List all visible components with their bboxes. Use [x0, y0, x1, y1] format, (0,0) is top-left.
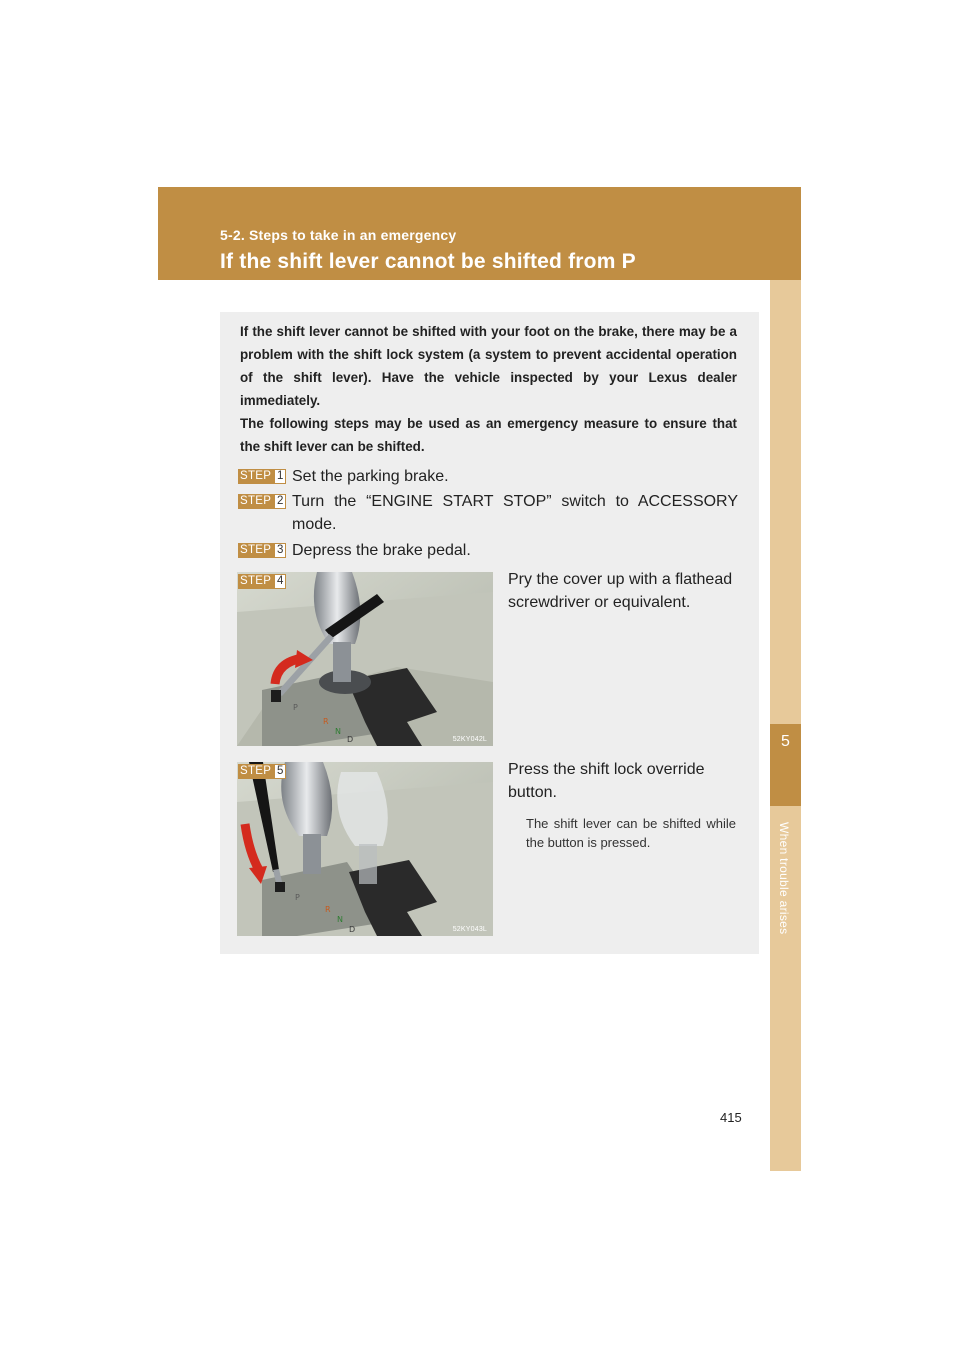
- svg-text:D: D: [349, 925, 356, 934]
- step-4-text: Pry the cover up with a flathead screwdriver or equivalent.: [508, 571, 733, 611]
- step-badge-number: 4: [274, 574, 286, 589]
- step-badge-number: 2: [274, 494, 286, 509]
- intro-text: [240, 320, 737, 458]
- svg-text:R: R: [325, 905, 331, 914]
- svg-text:N: N: [335, 727, 341, 736]
- step-5-badge: [238, 764, 286, 779]
- step-3-badge: [238, 543, 286, 558]
- shift-lock-override-illustration: [237, 762, 493, 936]
- step-2-text: Turn the “ENGINE START STOP” switch to ACCESSORY mode.: [292, 493, 738, 533]
- step-1-text: Set the parking brake.: [292, 468, 449, 485]
- chapter-name: When trouble arises: [777, 822, 791, 935]
- step-4-badge: [238, 574, 286, 589]
- step-badge-number: 5: [274, 764, 286, 779]
- figure-code: 52KY042L: [452, 736, 487, 743]
- step-1-badge: [238, 469, 286, 484]
- step-badge-word: STEP: [238, 764, 274, 779]
- svg-text:D: D: [347, 735, 354, 744]
- intro-paragraph: The following steps may be used as an emergency measure to ensure that the shift lever can be shifted.: [240, 416, 737, 454]
- chapter-number: 5: [781, 733, 790, 750]
- intro-paragraph: If the shift lever cannot be shifted with your foot on the brake, there may be a problem with the shift lock system (a system to prevent accidental operation of the shift lever). Have the vehicle inspected by your Lexus dealer immediately.: [240, 324, 737, 408]
- svg-text:N: N: [337, 915, 343, 924]
- svg-text:P: P: [295, 893, 300, 902]
- step-2-badge: [238, 494, 286, 509]
- svg-text:R: R: [323, 717, 329, 726]
- svg-text:P: P: [293, 703, 298, 712]
- step-badge-word: STEP: [238, 574, 274, 589]
- section-label: 5-2. Steps to take in an emergency: [220, 227, 457, 243]
- step-badge-number: 1: [274, 469, 286, 484]
- step-5-note: The shift lever can be shifted while the button is pressed.: [526, 816, 736, 850]
- shift-lever-cover-illustration: [237, 572, 493, 746]
- step-5-illustration: [237, 762, 493, 936]
- step-3-text: Depress the brake pedal.: [292, 542, 471, 559]
- figure-code: 52KY043L: [452, 926, 487, 933]
- step-4-illustration: [237, 572, 493, 746]
- step-badge-number: 3: [274, 543, 286, 558]
- step-badge-word: STEP: [238, 469, 274, 484]
- step-badge-word: STEP: [238, 494, 274, 509]
- page-number: 415: [720, 1110, 742, 1125]
- step-5-text: Press the shift lock override button.: [508, 761, 705, 801]
- step-badge-word: STEP: [238, 543, 274, 558]
- page-title: If the shift lever cannot be shifted from P: [220, 250, 636, 273]
